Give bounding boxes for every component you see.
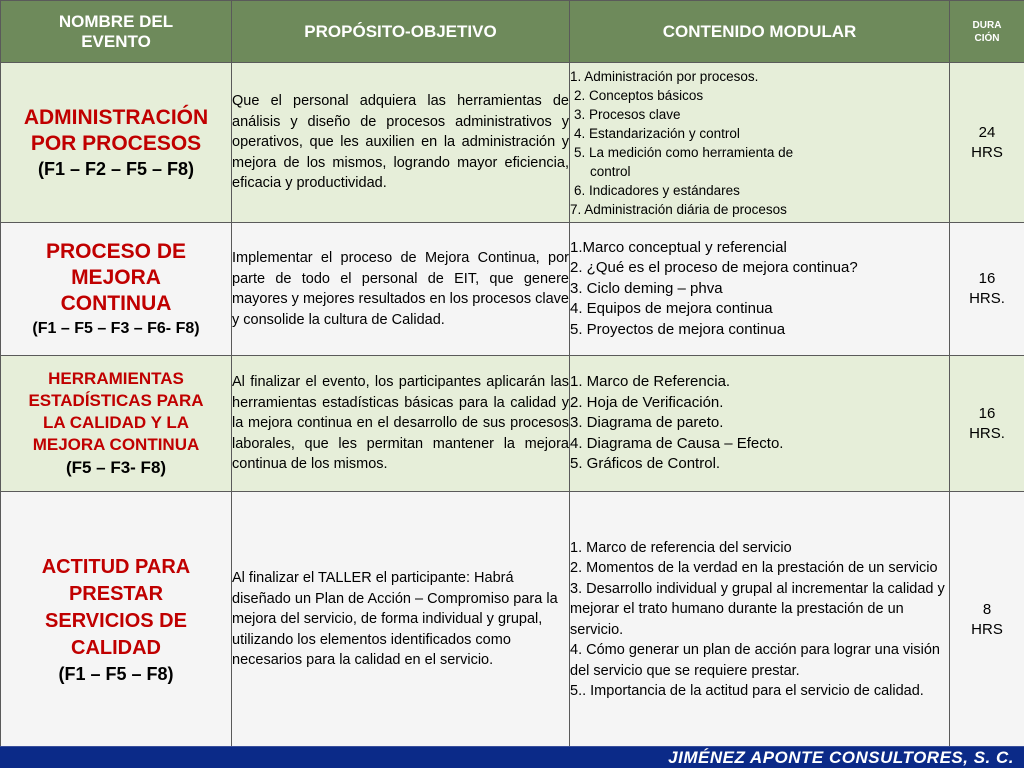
header-event-line2: EVENTO	[81, 31, 151, 51]
content-item: 1. Marco de referencia del servicio	[570, 539, 792, 556]
table-row	[1, 223, 1024, 356]
header-duration	[950, 1, 1024, 63]
event-name-line: ACTITUD PARA	[41, 555, 191, 578]
event-name-line: SERVICIOS DE	[45, 609, 187, 632]
duration-unit: HRS.	[969, 424, 1005, 442]
event-name-line: ESTADÍSTICAS PARA	[28, 391, 204, 410]
table-row	[1, 492, 1024, 748]
content-item: 2. Momentos de la verdad en la prestación de un servicio	[570, 560, 938, 576]
content-item: 6. Indicadores y estándares	[574, 182, 740, 198]
content-item: 3. Diagrama de pareto.	[570, 414, 724, 432]
event-duration-cell	[950, 492, 1024, 748]
duration-value: 16	[978, 404, 996, 422]
duration-value: 24	[978, 123, 996, 141]
content-item: 2. Conceptos básicos	[574, 87, 704, 103]
duration-unit: HRS.	[969, 290, 1005, 307]
event-name-line: PROCESO DE	[45, 240, 187, 263]
header-duration-line1: DURA	[972, 19, 1002, 31]
event-purpose: Implementar el proceso de Mejora Continua, por parte de todo el personal de EIT, que genere mayores y mejores resultados en los procesos clave y consolide la cultura de Calidad.	[232, 223, 570, 356]
event-purpose: Al finalizar el evento, los participantes aplicarán las herramientas estadísticas básicas para la calidad y la mejora continua en el desarrollo de sus procesos laborales, que les permitan mantener la mejora continua de los mismos.	[232, 356, 570, 492]
header-event-line1: NOMBRE DEL	[58, 11, 174, 31]
content-item: 1.Marco conceptual y referencial	[570, 238, 787, 256]
content-item: 5. La medición como herramienta de	[574, 144, 794, 160]
event-name-line: MEJORA	[71, 266, 161, 289]
event-content-cell	[570, 63, 950, 223]
event-purpose: Que el personal adquiera las herramientas de análisis y diseño de procesos administrativos y operativos, que les auxilien en la administración y mejora de los mismos, logrando mayor eficiencia, eficacia y productividad.	[232, 63, 570, 223]
table-row	[1, 63, 1024, 223]
content-item: 5.. Importancia de la actitud para el servicio de calidad.	[570, 683, 924, 699]
content-item: 4. Equipos de mejora continua	[570, 300, 773, 318]
header-purpose: PROPÓSITO-OBJETIVO	[232, 1, 570, 63]
event-name-line: ADMINISTRACIÓN	[23, 105, 209, 129]
event-purpose: Al finalizar el TALLER el participante: Habrá diseñado un Plan de Acción – Compromiso para la mejora del servicio, de forma individual y grupal, utilizando los elementos identificados como necesarios para la calidad en el servicio.	[232, 492, 570, 748]
footer-bar	[0, 746, 1024, 768]
event-content-cell	[570, 492, 950, 748]
content-item: 5. Gráficos de Control.	[570, 455, 721, 473]
duration-value: 16	[978, 270, 996, 287]
event-duration-cell	[950, 63, 1024, 223]
header-duration-line2: CIÓN	[974, 32, 1000, 44]
header-content: CONTENIDO MODULAR	[570, 1, 950, 63]
duration-unit: HRS	[971, 143, 1003, 161]
header-event-name	[1, 1, 232, 63]
event-name-line: LA CALIDAD Y LA	[42, 413, 190, 432]
content-item: control	[590, 163, 631, 179]
event-name-line: PRESTAR	[68, 582, 164, 605]
event-codes: (F1 – F2 – F5 – F8)	[37, 158, 195, 179]
event-name-line: HERRAMIENTAS	[48, 369, 184, 388]
event-name-line: CONTINUA	[60, 292, 172, 315]
event-codes: (F5 – F3- F8)	[65, 458, 167, 477]
event-codes: (F1 – F5 – F3 – F6- F8)	[32, 320, 200, 337]
event-content-cell	[570, 356, 950, 492]
content-item: 3. Procesos clave	[574, 106, 681, 122]
event-name-line: POR PROCESOS	[30, 131, 202, 155]
event-content-cell	[570, 223, 950, 356]
content-item: 1. Administración por procesos.	[570, 68, 759, 84]
duration-unit: HRS	[971, 620, 1003, 638]
event-name-cell	[1, 492, 232, 748]
duration-value: 8	[982, 600, 992, 618]
content-item: 5. Proyectos de mejora continua	[570, 320, 786, 338]
event-duration-cell	[950, 223, 1024, 356]
content-item: 1. Marco de Referencia.	[570, 373, 731, 391]
table-row	[1, 356, 1024, 492]
content-item: 4. Estandarización y control	[574, 125, 740, 141]
content-item: 2. Hoja de Verificación.	[570, 393, 724, 411]
content-item: 4. Diagrama de Causa – Efecto.	[570, 434, 784, 452]
content-item: 2. ¿Qué es el proceso de mejora continua?	[570, 259, 858, 277]
event-name-line: MEJORA CONTINUA	[32, 435, 200, 454]
event-name-cell	[1, 223, 232, 356]
event-name-cell	[1, 63, 232, 223]
event-codes: (F1 – F5 – F8)	[58, 663, 174, 684]
content-item: 4. Cómo generar un plan de acción para lograr una visión del servicio que se requiere prestar.	[570, 642, 940, 679]
event-name-cell	[1, 356, 232, 492]
content-item: 3. Desarrollo individual y grupal al incrementar la calidad y mejorar el trato humano durante la prestación de un servicio.	[570, 580, 945, 638]
company-name: JIMÉNEZ APONTE CONSULTORES, S. C.	[668, 748, 1014, 767]
table-header-row	[1, 1, 1024, 63]
content-item: 7. Administración diária de procesos	[570, 201, 787, 217]
event-name-line: CALIDAD	[71, 636, 161, 659]
content-item: 3. Ciclo deming – phva	[570, 279, 723, 297]
event-duration-cell	[950, 356, 1024, 492]
